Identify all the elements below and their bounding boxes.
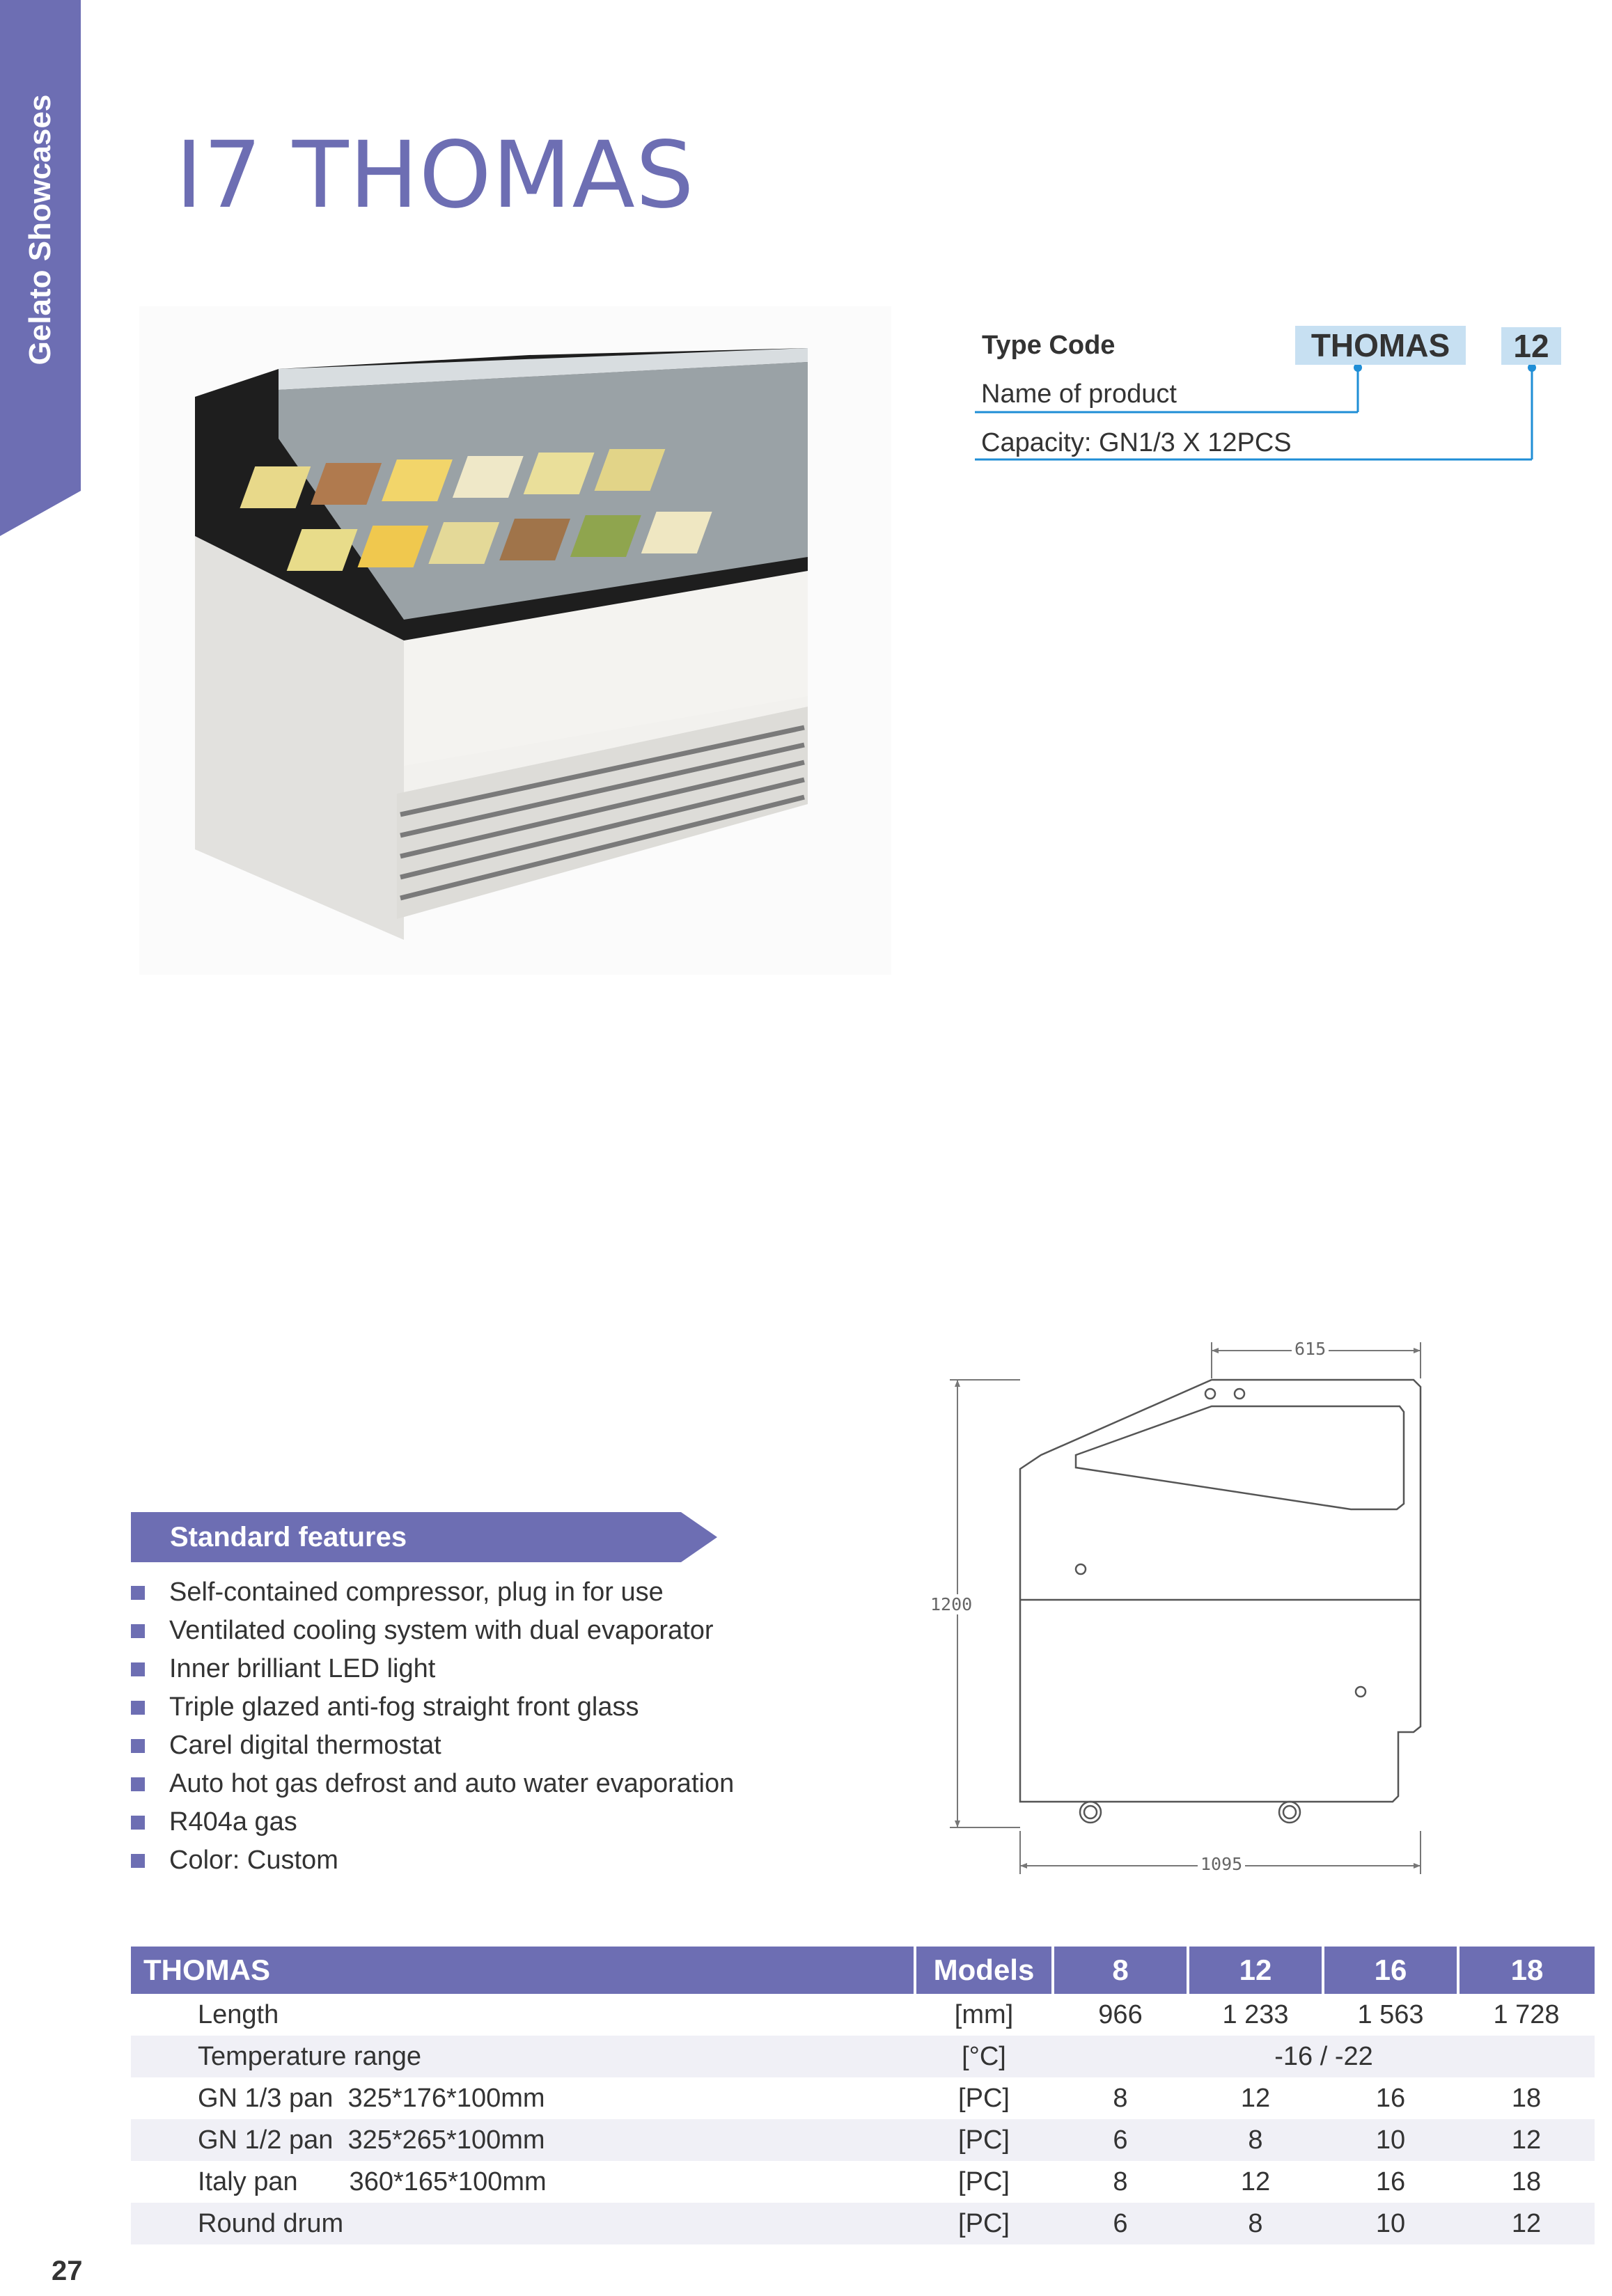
table-row bbox=[131, 2036, 1595, 2077]
feature-item bbox=[131, 1727, 758, 1765]
feature-text: Auto hot gas defrost and auto water evaporation bbox=[169, 1769, 735, 1798]
bullet-icon bbox=[131, 1586, 145, 1600]
table-row bbox=[131, 2119, 1595, 2161]
feature-text: Triple glazed anti-fog straight front glass bbox=[169, 1692, 639, 1722]
row-label: GN 1/2 pan 325*265*100mm bbox=[131, 2119, 915, 2161]
cell-value: 18 bbox=[1458, 2077, 1595, 2119]
row-label: Round drum bbox=[131, 2203, 915, 2244]
page-number: 27 bbox=[52, 2256, 83, 2286]
feature-item bbox=[131, 1841, 758, 1880]
bullet-icon bbox=[131, 1662, 145, 1676]
row-unit: [PC] bbox=[915, 2077, 1053, 2119]
cell-value: 1 233 bbox=[1188, 1994, 1323, 2036]
row-unit: [°C] bbox=[915, 2036, 1053, 2077]
feature-text: Carel digital thermostat bbox=[169, 1731, 441, 1760]
cell-value: 10 bbox=[1323, 2119, 1458, 2161]
row-label: Temperature range bbox=[131, 2036, 915, 2077]
row-unit: [PC] bbox=[915, 2161, 1053, 2203]
models-header: Models bbox=[915, 1947, 1053, 1994]
cell-value: 6 bbox=[1053, 2119, 1188, 2161]
row-label: Italy pan 360*165*100mm bbox=[131, 2161, 915, 2203]
feature-text: Self-contained compressor, plug in for use bbox=[169, 1578, 664, 1607]
row-unit: [PC] bbox=[915, 2119, 1053, 2161]
cell-value: 12 bbox=[1188, 2161, 1323, 2203]
cell-value: 8 bbox=[1053, 2077, 1188, 2119]
cell-value: 12 bbox=[1188, 2077, 1323, 2119]
capacity-code-badge: 12 bbox=[1501, 327, 1561, 365]
cell-value: 8 bbox=[1188, 2119, 1323, 2161]
cell-value: 1 563 bbox=[1323, 1994, 1458, 2036]
row-label: GN 1/3 pan 325*176*100mm bbox=[131, 2077, 915, 2119]
dimension-height: 1200 bbox=[928, 1594, 975, 1614]
model-name-badge: THOMAS bbox=[1295, 326, 1466, 365]
feature-item bbox=[131, 1803, 758, 1841]
type-code-block bbox=[975, 320, 1574, 480]
dimension-depth: 615 bbox=[1292, 1339, 1329, 1359]
section-label: Gelato Showcases bbox=[23, 94, 57, 365]
features-title: Standard features bbox=[170, 1522, 407, 1552]
feature-text: Inner brilliant LED light bbox=[169, 1654, 436, 1683]
bullet-icon bbox=[131, 1739, 145, 1753]
feature-item bbox=[131, 1650, 758, 1688]
capacity-label: Capacity: GN1/3 X 12PCS bbox=[981, 428, 1292, 457]
row-unit: [PC] bbox=[915, 2203, 1053, 2244]
model-header: 16 bbox=[1323, 1947, 1458, 1994]
feature-item bbox=[131, 1612, 758, 1650]
bullet-icon bbox=[131, 1854, 145, 1868]
technical-drawing bbox=[930, 1337, 1441, 1880]
cell-value: 6 bbox=[1053, 2203, 1188, 2244]
features-list bbox=[131, 1573, 758, 1880]
features-header bbox=[131, 1512, 717, 1562]
model-header: 8 bbox=[1053, 1947, 1188, 1994]
cell-value: 8 bbox=[1053, 2161, 1188, 2203]
table-row bbox=[131, 1994, 1595, 2036]
dimension-width: 1095 bbox=[1198, 1854, 1245, 1874]
bullet-icon bbox=[131, 1816, 145, 1830]
feature-text: R404a gas bbox=[169, 1807, 297, 1837]
feature-item bbox=[131, 1688, 758, 1727]
feature-item bbox=[131, 1765, 758, 1803]
table-product-name: THOMAS bbox=[131, 1947, 915, 1994]
table-row bbox=[131, 2203, 1595, 2244]
feature-text: Ventilated cooling system with dual evaporator bbox=[169, 1616, 714, 1645]
feature-text: Color: Custom bbox=[169, 1846, 338, 1875]
model-header: 18 bbox=[1458, 1947, 1595, 1994]
type-code-label: Type Code bbox=[982, 331, 1116, 360]
cell-value: 16 bbox=[1323, 2161, 1458, 2203]
table-row bbox=[131, 2077, 1595, 2119]
spec-table bbox=[131, 1947, 1595, 2244]
cell-value: 10 bbox=[1323, 2203, 1458, 2244]
cell-value: 12 bbox=[1458, 2203, 1595, 2244]
cell-value: 16 bbox=[1323, 2077, 1458, 2119]
product-photo bbox=[139, 306, 891, 975]
feature-item bbox=[131, 1573, 758, 1612]
model-header: 12 bbox=[1188, 1947, 1323, 1994]
cell-value-merged: -16 / -22 bbox=[1053, 2036, 1595, 2077]
bullet-icon bbox=[131, 1701, 145, 1715]
cell-value: 8 bbox=[1188, 2203, 1323, 2244]
cell-value: 12 bbox=[1458, 2119, 1595, 2161]
table-header-row bbox=[131, 1947, 1595, 1994]
side-tab bbox=[0, 0, 81, 536]
standard-features bbox=[131, 1512, 758, 1888]
cell-value: 18 bbox=[1458, 2161, 1595, 2203]
name-of-product-label: Name of product bbox=[981, 379, 1177, 409]
row-unit: [mm] bbox=[915, 1994, 1053, 2036]
cell-value: 1 728 bbox=[1458, 1994, 1595, 2036]
row-label: Length bbox=[131, 1994, 915, 2036]
bullet-icon bbox=[131, 1624, 145, 1638]
bullet-icon bbox=[131, 1777, 145, 1791]
page-title: I7 THOMAS bbox=[175, 122, 695, 229]
table-row bbox=[131, 2161, 1595, 2203]
cell-value: 966 bbox=[1053, 1994, 1188, 2036]
